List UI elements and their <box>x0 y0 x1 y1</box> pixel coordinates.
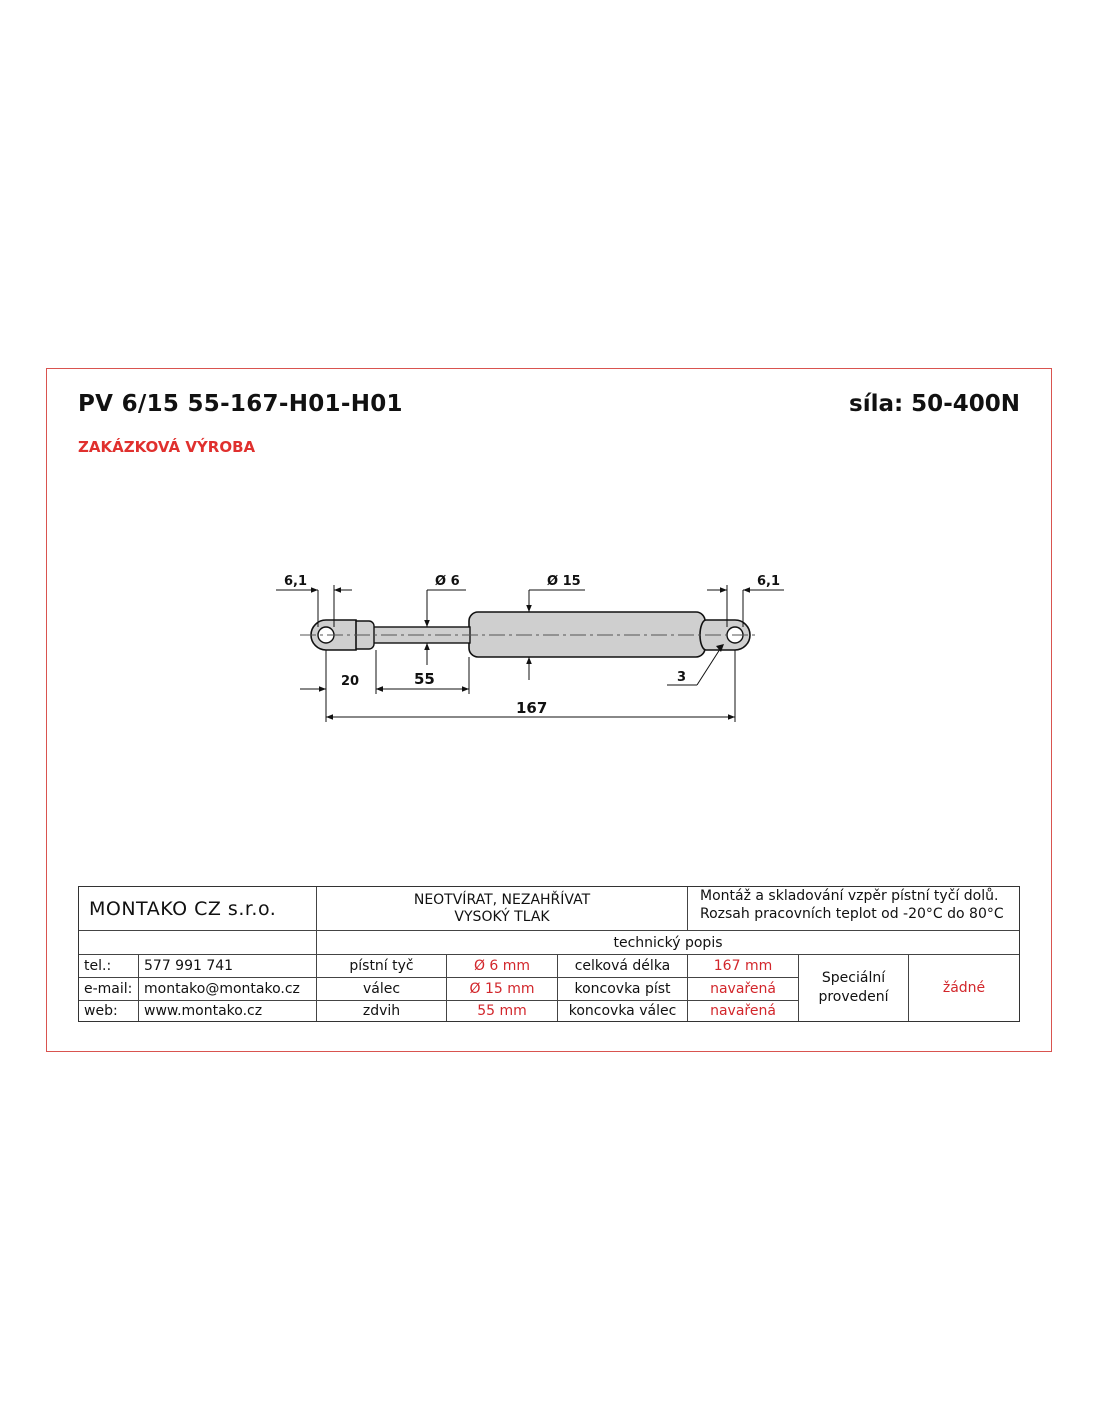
contact-value-tel: 577 991 741 <box>139 955 317 978</box>
dim-total-length: 167 <box>516 699 548 717</box>
spec-value-piston-end: navařená <box>688 978 799 1001</box>
product-code-title: PV 6/15 55-167-H01-H01 <box>78 391 403 417</box>
contact-value-email: montako@montako.cz <box>139 978 317 1001</box>
dim-cylinder-diameter: Ø 15 <box>547 574 581 589</box>
note-cell <box>688 887 1019 931</box>
dim-weld: 3 <box>677 670 687 685</box>
warning-line-1: NEOTVÍRAT, NEZAHŘÍVAT <box>413 891 591 908</box>
dim-left-eye: 6,1 <box>284 574 308 589</box>
spec-param-rod: pístní tyč <box>317 955 447 978</box>
dim-stroke: 55 <box>414 670 435 688</box>
company-name: MONTAKO CZ s.r.o. <box>79 887 317 931</box>
custom-production-label: ZAKÁZKOVÁ VÝROBA <box>78 438 256 456</box>
dim-rod-diameter: Ø 6 <box>435 574 460 589</box>
warning-cell <box>317 887 688 931</box>
spec-param-stroke: zdvih <box>317 1001 447 1021</box>
spec-param-cylinder: válec <box>317 978 447 1001</box>
spec-param-cylinder-end: koncovka válec <box>558 1001 688 1021</box>
contact-label-web: web: <box>79 1001 139 1021</box>
spec-value-stroke: 55 mm <box>447 1001 558 1021</box>
spec-value-rod: Ø 6 mm <box>447 955 558 978</box>
spec-value-total-length: 167 mm <box>688 955 799 978</box>
contact-label-email: e-mail: <box>79 978 139 1001</box>
title-block-table <box>78 886 1020 1022</box>
dim-right-eye: 6,1 <box>757 574 781 589</box>
note-line-1: Montáž a skladování vzpěr pístní tyčí dolů. <box>700 888 999 904</box>
spec-param-piston-end: koncovka píst <box>558 978 688 1001</box>
special-version-label <box>799 955 909 1021</box>
force-range-label: síla: 50-400N <box>849 391 1020 417</box>
contact-label-tel: tel.: <box>79 955 139 978</box>
note-line-2: Rozsah pracovních teplot od -20°C do 80°C <box>700 906 1004 922</box>
contact-value-web: www.montako.cz <box>139 1001 317 1021</box>
special-version-value: žádné <box>942 980 986 996</box>
spec-value-cylinder: Ø 15 mm <box>447 978 558 1001</box>
warning-line-2: VYSOKÝ TLAK <box>454 908 550 925</box>
spec-param-total-length: celková délka <box>558 955 688 978</box>
blank-cell <box>79 931 317 955</box>
special-label-line-1: Speciální <box>821 970 886 986</box>
dim-end-length: 20 <box>341 674 360 689</box>
tech-description-header: technický popis <box>317 931 1019 955</box>
special-label-line-2: provedení <box>818 989 889 1005</box>
spec-value-cylinder-end: navařená <box>688 1001 799 1021</box>
